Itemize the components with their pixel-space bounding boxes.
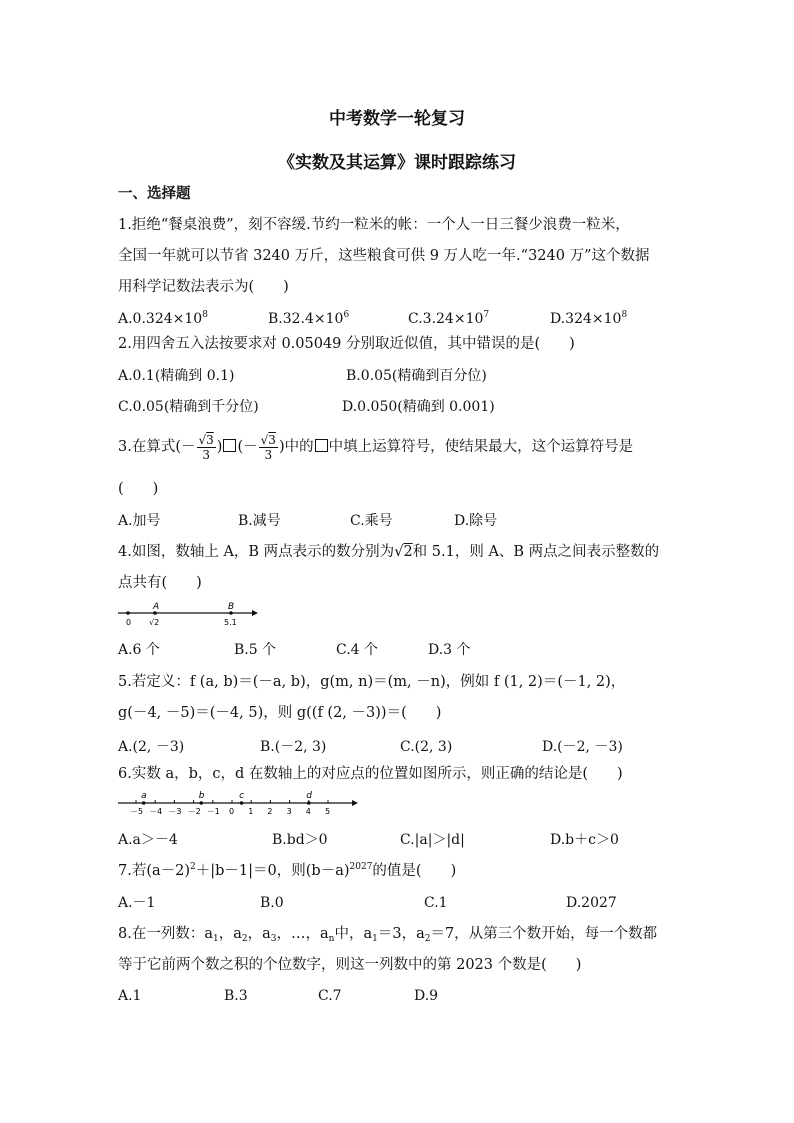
q4-text-b: 和 5.1，则 A、B 两点之间表示整数的 <box>412 544 660 560</box>
q3-fraction-2-radicand: 3 <box>268 432 276 447</box>
q8-text-e: 中，a <box>334 926 373 942</box>
label-5-1: 5.1 <box>224 618 237 627</box>
label-a: A <box>153 602 160 612</box>
point-a <box>142 801 146 805</box>
q7-option-d[interactable]: D.2027 <box>566 895 617 911</box>
q8-option-c[interactable]: C.7 <box>318 988 342 1004</box>
page-subtitle: 《实数及其运算》课时跟踪练习 <box>278 153 516 173</box>
q5-option-d[interactable]: D.(－2, －3) <box>542 739 623 755</box>
q3-fraction-1-denominator: 3 <box>202 447 210 462</box>
q1-option-a-label: A.0.324×10 <box>118 311 203 327</box>
q8-text-g: ＝7，从第三个数开始，每一个数都 <box>430 926 658 942</box>
q1-option-c[interactable] <box>408 309 489 329</box>
q3-paren-open: (－ <box>237 439 258 455</box>
point-zero <box>126 611 130 615</box>
q2-option-c[interactable]: C.0.05(精确到千分位) <box>118 399 259 415</box>
q3-options <box>118 511 678 531</box>
q1-option-a-exponent: 8 <box>202 310 208 320</box>
q2-option-a[interactable]: A.0.1(精确到 0.1) <box>118 368 235 384</box>
tick-label: －3 <box>168 807 182 816</box>
q7-square-exponent: 2 <box>190 862 196 872</box>
section-heading: 一、选择题 <box>118 186 191 202</box>
q8-sub-2: 2 <box>241 934 248 944</box>
q1-option-a[interactable] <box>118 309 208 329</box>
tick-label: －2 <box>187 807 201 816</box>
q7-text-c: 的值是( ) <box>372 863 457 879</box>
tick-label: 0 <box>229 807 235 816</box>
q3-option-c[interactable]: C.乘号 <box>350 513 393 529</box>
tick-label: －4 <box>149 807 163 816</box>
q5-option-b[interactable]: B.(－2, 3) <box>260 739 327 755</box>
q8-text-c: ，a <box>247 926 271 942</box>
q1-option-d[interactable] <box>550 309 627 329</box>
q8-text-line2: 等于它前两个数之积的个位数字，则这一列数中的第 2023 个数是( ) <box>118 957 582 973</box>
q8-text-a: 8.在一列数：a <box>118 926 213 942</box>
q3-fraction-1-radicand: 3 <box>206 432 214 447</box>
q3-fraction-1 <box>197 433 216 462</box>
q8-text-line1 <box>118 924 657 944</box>
q2-text-line1: 2.用四舍五入法按要求对 0.05049 分别取近似值，其中错误的是( ) <box>118 336 575 352</box>
q5-options <box>118 737 678 757</box>
q1-option-c-exponent: 7 <box>483 310 490 320</box>
q6-option-d[interactable]: D.b＋c＞0 <box>550 832 619 848</box>
q4-option-d[interactable]: D.3 个 <box>428 642 471 658</box>
point-label-c: c <box>239 791 245 801</box>
q1-option-b[interactable] <box>268 309 349 329</box>
q1-option-c-label: C.3.24×10 <box>408 311 484 327</box>
q6-option-c[interactable]: C.|a|＞|d| <box>400 832 465 848</box>
q2-options-row1 <box>118 366 678 386</box>
q2-option-b[interactable]: B.0.05(精确到百分位) <box>346 368 487 384</box>
q1-option-b-exponent: 6 <box>343 310 350 320</box>
tick-label: 1 <box>248 807 254 816</box>
q6-number-line <box>114 790 364 820</box>
q7-option-a[interactable]: A.－1 <box>118 895 156 911</box>
q3-option-a[interactable]: A.加号 <box>118 513 161 529</box>
page-title: 中考数学一轮复习 <box>329 109 465 129</box>
q8-text-f: ＝3，a <box>377 926 425 942</box>
q1-options <box>118 309 678 329</box>
q1-text-line2: 全国一年就可以节省 3240 万斤，这些粮食可供 9 万人吃一年.“3240 万”这个数据 <box>118 248 650 264</box>
axis-arrow-icon <box>252 610 258 616</box>
q5-text-line2: g(－4, －5)＝(－4, 5)，则 g((f (2, －3))＝( ) <box>118 705 442 721</box>
q8-option-a[interactable]: A.1 <box>118 988 142 1004</box>
q1-text-line3: 用科学记数法表示为( ) <box>118 279 289 295</box>
q8-options <box>118 986 678 1006</box>
q6-option-a[interactable]: A.a＞－4 <box>118 832 178 848</box>
q7-text-b: ＋|b－1|＝0，则(b－a) <box>195 863 350 879</box>
q3-text-line2: ( ) <box>118 481 159 497</box>
q2-option-d[interactable]: D.0.050(精确到 0.001) <box>342 399 495 415</box>
q4-text-a: 4.如图，数轴上 A，B 两点表示的数分别为 <box>118 544 395 560</box>
operator-box <box>315 439 328 452</box>
q3-paren-close: ) <box>216 439 223 455</box>
q8-sub-2b: 2 <box>424 934 431 944</box>
q7-text-a: 7.若(a－2) <box>118 863 191 879</box>
q8-option-b[interactable]: B.3 <box>224 988 248 1004</box>
q2-options-row2 <box>118 397 678 417</box>
q7-option-c[interactable]: C.1 <box>424 895 448 911</box>
tick-label: 3 <box>286 807 292 816</box>
q8-sub-1b: 1 <box>372 934 378 944</box>
q1-option-d-label: D.324×10 <box>550 311 622 327</box>
q6-options <box>118 830 678 850</box>
operator-box <box>223 439 236 452</box>
q4-option-c[interactable]: C.4 个 <box>336 642 379 658</box>
q7-option-b[interactable]: B.0 <box>260 895 284 911</box>
q5-text-line1: 5.若定义：f (a, b)＝(－a, b)，g(m, n)＝(m, －n)，例如 f (1, 2)＝(－1, 2)， <box>118 674 626 690</box>
q6-text-line1: 6.实数 a，b，c，d 在数轴上的对应点的位置如图所示，则正确的结论是( ) <box>118 766 623 782</box>
q4-options <box>118 640 678 660</box>
point-label-a: a <box>141 791 147 801</box>
q4-text-line2: 点共有( ) <box>118 575 202 591</box>
q3-tail-text: )中的 <box>278 439 314 455</box>
point-label-d: d <box>306 791 313 801</box>
q6-option-b[interactable]: B.bd＞0 <box>272 832 328 848</box>
q4-sqrt-radicand: 2 <box>403 544 413 560</box>
q4-number-line <box>114 600 264 630</box>
point-d <box>307 801 311 805</box>
q4-option-a[interactable]: A.6 个 <box>118 642 160 658</box>
q5-option-a[interactable]: A.(2, －3) <box>118 739 185 755</box>
q1-option-d-exponent: 8 <box>621 310 628 320</box>
q3-option-b[interactable]: B.减号 <box>238 513 281 529</box>
q7-text-line1 <box>118 861 456 881</box>
q3-text-line1 <box>118 430 633 464</box>
q3-fraction-2 <box>259 433 278 462</box>
tick-label: －1 <box>206 807 220 816</box>
q8-sub-n: n <box>328 934 335 944</box>
q3-fraction-1-numerator: √3 <box>198 432 214 447</box>
q4-text-line1: 4.如图，数轴上 A，B 两点表示的数分别为√2和 5.1，则 A、B 两点之间表示整数的 <box>118 544 660 560</box>
axis-arrow-icon <box>352 800 358 806</box>
point-c <box>240 801 244 805</box>
q8-sub-1: 1 <box>212 934 219 944</box>
tick-label: －5 <box>130 807 144 816</box>
tick-label: 2 <box>267 807 273 816</box>
q8-text-b: ，a <box>218 926 242 942</box>
q7-options <box>118 893 678 913</box>
q4-option-b[interactable]: B.5 个 <box>234 642 277 658</box>
point-label-b: b <box>198 791 205 801</box>
q1-option-b-label: B.32.4×10 <box>268 311 344 327</box>
label-b: B <box>228 602 235 612</box>
q8-option-d[interactable]: D.9 <box>414 988 439 1004</box>
tick-label: 4 <box>305 807 311 816</box>
tick-label: 5 <box>325 807 331 816</box>
point-b <box>199 801 203 805</box>
q1-text-line1: 1.拒绝“餐桌浪费”，刻不容缓.节约一粒米的帐：一个人一日三餐少浪费一粒米， <box>118 217 630 233</box>
q3-option-d[interactable]: D.除号 <box>454 513 498 529</box>
q5-option-c[interactable]: C.(2, 3) <box>400 739 453 755</box>
q8-sub-3: 3 <box>270 934 277 944</box>
q3-tail-text-2: 中填上运算符号，使结果最大，这个运算符号是 <box>328 439 634 455</box>
label-sqrt2: √2 <box>149 618 160 627</box>
q7-power-exponent: 2027 <box>349 862 373 872</box>
label-zero: 0 <box>126 618 132 627</box>
q3-fraction-2-denominator: 3 <box>264 447 273 462</box>
q3-lead-text: 3.在算式(－ <box>118 439 196 455</box>
q3-fraction-2-numerator: √3 <box>260 432 276 447</box>
q8-text-d: ，…，a <box>276 926 329 942</box>
